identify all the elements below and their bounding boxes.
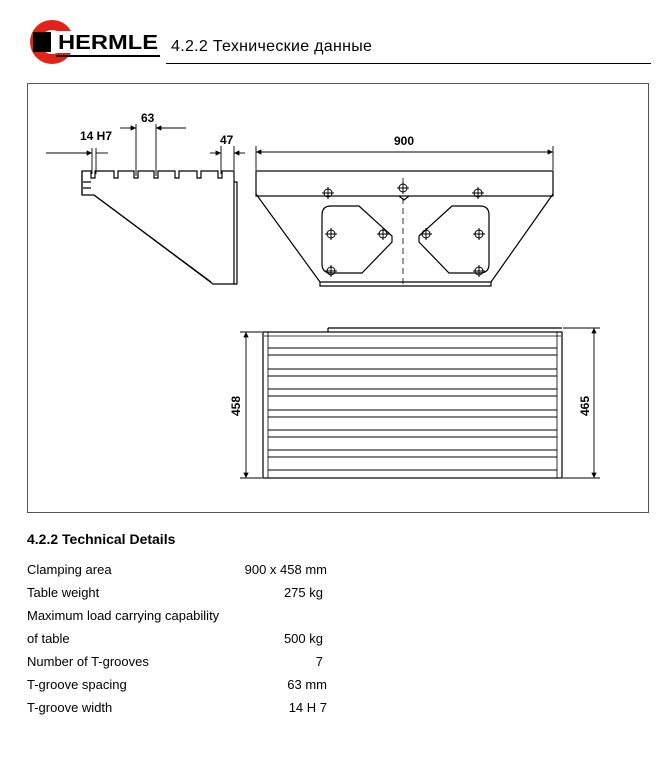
side-view-dimensions xyxy=(46,124,245,176)
spec-row-table-weight xyxy=(27,585,327,605)
dim-length: 900 xyxy=(394,134,415,148)
side-view xyxy=(82,171,237,284)
spec-row-t-groove-count xyxy=(27,654,327,674)
spec-label: Table weight xyxy=(27,585,100,600)
section-heading: 4.2.2 Technical Details xyxy=(27,531,176,547)
front-view-dimensions xyxy=(256,146,553,170)
header-divider xyxy=(166,63,651,64)
spec-label: T-groove spacing xyxy=(27,677,127,692)
spec-value: 275 kg xyxy=(283,585,323,600)
spec-label: T-groove width xyxy=(27,700,113,715)
top-view-dimensions xyxy=(240,328,600,478)
dim-t-slot-width: 14 H7 xyxy=(80,129,113,143)
hermle-logo xyxy=(28,18,164,66)
technical-drawing xyxy=(27,83,649,513)
spec-label: Clamping area xyxy=(27,562,112,577)
spec-value: 900 x 458 mm xyxy=(244,562,327,577)
page-title: 4.2.2 Технические данные xyxy=(171,38,373,55)
spec-row-t-groove-spacing xyxy=(27,677,327,697)
spec-label: Maximum load carrying capability xyxy=(27,608,220,623)
spec-value: 63 mm xyxy=(287,677,327,692)
spec-value: 7 xyxy=(315,654,323,669)
dim-edge-distance: 47 xyxy=(220,133,234,147)
spec-row-max-load xyxy=(27,608,327,628)
spec-value: 14 H 7 xyxy=(288,700,327,715)
spec-row-clamping-area xyxy=(27,562,327,582)
dim-t-slot-spacing: 63 xyxy=(141,111,155,125)
spec-value: 500 kg xyxy=(283,631,323,646)
spec-label: of table xyxy=(27,631,70,646)
dim-width-inner: 458 xyxy=(229,395,243,417)
spec-row-of-table xyxy=(27,631,327,651)
dim-width-outer: 465 xyxy=(578,395,592,417)
spec-row-t-groove-width xyxy=(27,700,327,720)
top-view xyxy=(263,328,562,478)
svg-text:HERMLE: HERMLE xyxy=(58,32,158,54)
spec-label: Number of T-grooves xyxy=(27,654,149,669)
t-slot-lines xyxy=(268,348,557,470)
